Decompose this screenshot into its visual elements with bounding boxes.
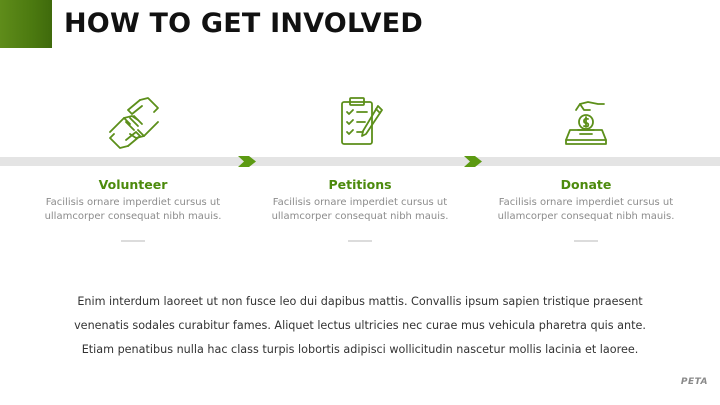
donation-box-icon: [556, 96, 616, 150]
step-description: Facilisis ornare imperdiet cursus ut ullamcorper consequat nibh mauis.: [271, 197, 449, 222]
step-divider: [348, 240, 372, 242]
chevron-right-icon: [238, 156, 256, 167]
step-divider: [574, 240, 598, 242]
step-title-petitions: Petitions: [328, 177, 392, 192]
step-description: Facilisis ornare imperdiet cursus ut ullamcorper consequat nibh mauis.: [44, 197, 222, 222]
body-line: Etiam penatibus nulla hac class turpis lobortis adipisci wollicitudin nascetur mollis lacinia et laoree.: [81, 343, 639, 356]
peta-logo: PETA: [680, 377, 708, 387]
chevron-right-icon: [464, 156, 482, 167]
step-divider: [121, 240, 145, 242]
body-line: Enim interdum laoreet ut non fusce leo dui dapibus mattis. Convallis ipsum sapien tristique praesent: [77, 295, 643, 308]
body-paragraph: [40, 290, 680, 362]
timeline-bar: [0, 157, 720, 166]
hands-together-icon: [104, 96, 164, 150]
title-accent-bar: [0, 0, 52, 48]
step-description: Facilisis ornare imperdiet cursus ut ullamcorper consequat nibh mauis.: [497, 197, 675, 222]
body-line: venenatis sodales curabitur fames. Aliquet lectus ultricies nec curae mus vehicula pharetra quis ante.: [74, 319, 646, 332]
step-title-donate: Donate: [560, 177, 612, 192]
page-title: HOW TO GET INVOLVED: [64, 8, 423, 39]
step-title-volunteer: Volunteer: [98, 177, 168, 192]
clipboard-checklist-icon: [330, 96, 390, 150]
